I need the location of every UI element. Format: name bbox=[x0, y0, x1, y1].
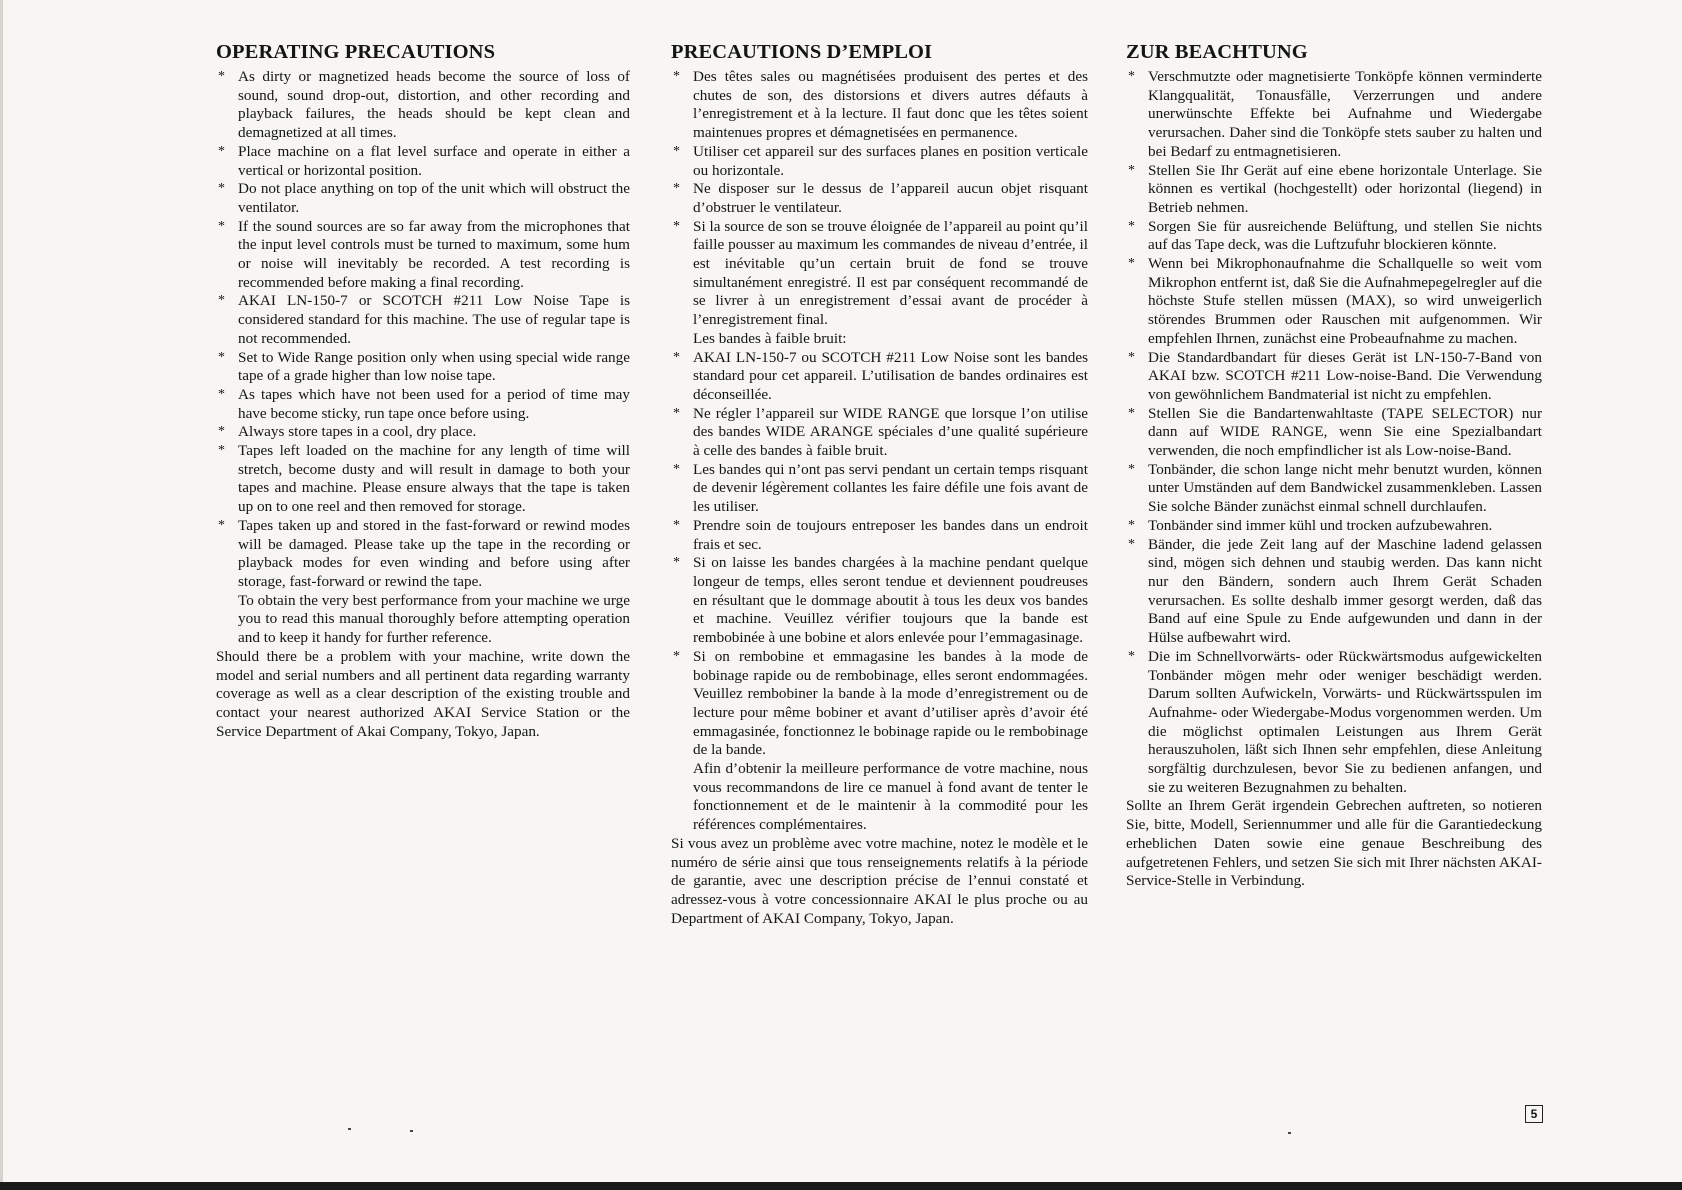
bullet-icon: * bbox=[218, 218, 225, 234]
bullet-icon: * bbox=[673, 555, 680, 571]
list-item: * Do not place anything on top of the unit which will obstruct the ventilator. bbox=[218, 180, 630, 216]
list-item: * If the sound sources are so far away from the microphones that the input level controls must be turned to maximum, some hum or noise will inevitably be recorded. A test recording is recommended before making a final recording. bbox=[218, 217, 630, 291]
french-heading: PRECAUTIONS D’EMPLOI bbox=[671, 41, 933, 63]
bullet-icon: * bbox=[673, 648, 680, 664]
bullet-icon: * bbox=[673, 405, 680, 421]
list-item: * Prendre soin de toujours entreposer les bandes dans un endroit frais et sec. bbox=[673, 516, 1088, 553]
bullet-icon: * bbox=[673, 517, 680, 533]
bullet-icon: * bbox=[1128, 461, 1135, 477]
bullet-icon: * bbox=[1128, 256, 1135, 272]
bullet-icon: * bbox=[1128, 69, 1135, 84]
list-item: * Ne disposer sur le dessus de l’appareil aucun objet risquant d’obstruer le ventilateur. bbox=[673, 180, 1088, 216]
bullet-icon: * bbox=[1128, 218, 1135, 234]
bullet-icon: * bbox=[1128, 349, 1135, 365]
list-item: * Si on laisse les bandes chargées à la machine pendant quelque longeur de temps, elles seront tendue et deviennent poudreuses en résultant que le dommage aboutit à tous les deux vos bandes et machine. Veuillez vérifier toujours que la bande est rembobinée à une bobine et alors enlevée pour l’emmagasinage. bbox=[673, 554, 1088, 647]
list-item: * Tonbänder sind immer kühl und trocken aufzubewahren. bbox=[1128, 516, 1493, 534]
english-heading: OPERATING PRECAUTIONS bbox=[216, 41, 496, 63]
french-closing-indented: Afin d’obtenir la meilleure performance de votre machine, nous vous recommandons de lire ce manuel à fond avant de tenter le fonctionnement et de le maintenir à la commodité pour les références complémentaires. bbox=[693, 760, 1088, 834]
list-item: * As dirty or magnetized heads become the source of loss of sound, sound drop-out, distortion, and other recording and playback failures, the heads should be kept clean and demagnetized at all times. bbox=[218, 68, 630, 142]
bullet-icon: * bbox=[218, 386, 225, 402]
list-item: * Si la source de son se trouve éloignée de l’appareil au point qu’il faille pousser au maximum les commandes de niveau d’entrée, il est inévitable qu’un certain bruit de fond se trouve simultanément enregistré. Il est par conséquent recommandé de se livrer à un enregistrement d’essai avant de procéder à l’enregistrement final. bbox=[673, 217, 1088, 329]
english-closing-indented: To obtain the very best performance from your machine we urge you to read this manual thoroughly before attempting operation and to keep it handy for further reference. bbox=[238, 591, 630, 647]
bullet-icon: * bbox=[218, 517, 225, 533]
list-item: * Die Standardbandart für dieses Gerät ist LN-150-7-Band von AKAI bzw. SCOTCH #211 Low-noise-Band. Die Verwendung von gewöhnlichem Bandmaterial ist nicht zu empfehlen. bbox=[1128, 348, 1542, 403]
german-precaution-list bbox=[1126, 68, 1542, 797]
bullet-icon: * bbox=[673, 181, 680, 197]
list-item: * Les bandes qui n’ont pas servi pendant un certain temps risquant de devenir légèrement collantes les faire défile une fois avant de les utiliser. bbox=[673, 460, 1088, 516]
french-column bbox=[671, 40, 1088, 928]
list-item: * Wenn bei Mikrophonaufnahme die Schallquelle so weit vom Mikrophon entfernt ist, daß Sie die Aufnahmepegelregler auf die höchste Stufe stellen müssen (MAX), so wird unweigerlich störendes Brummen oder Rauschen mit aufgenommen. Wir empfehlen Ihrnen, zunächst eine Probeaufnahme zu machen. bbox=[1128, 255, 1542, 347]
bullet-icon: * bbox=[1128, 405, 1135, 421]
bullet-icon: * bbox=[1128, 162, 1135, 178]
list-item: * Tapes left loaded on the machine for any length of time will stretch, become dusty and will result in damage to both your tapes and machine. Please ensure always that the tape is taken up on to one reel and then removed for storage. bbox=[218, 442, 630, 516]
bullet-icon: * bbox=[673, 143, 680, 159]
list-item: * Verschmutzte oder magnetisierte Tonköpfe können verminderte Klangqualität, Tonausfälle, Verzerrungen und andere unerwünschte Effekte bei Aufnahme und Wiedergabe verursachen. Daher sind die Tonköpfe stets sauber zu halten und bei Bedarf zu entmagnetisieren. bbox=[1128, 68, 1542, 160]
bottom-border-rule bbox=[0, 1182, 1682, 1190]
list-item: * Ne régler l’appareil sur WIDE RANGE que lorsque l’on utilise des bandes WIDE ARANGE spéciales d’une qualité supérieure à celle des bandes à faible bruit. bbox=[673, 404, 1088, 460]
list-item: * Tonbänder, die schon lange nicht mehr benutzt wurden, können unter Umständen auf dem Bandwickel zusammenkleben. Lassen Sie solche Bänder zunächst einmal schnell durchlaufen. bbox=[1128, 460, 1542, 516]
list-item: * Place machine on a flat level surface and operate in either a vertical or horizontal position. bbox=[218, 142, 630, 179]
french-closing-paragraph: Si vous avez un problème avec votre machine, notez le modèle et le numéro de série ainsi que tous renseignements relatifs à la période de garantie, avec une description précise de l’ennui constaté et adressez-vous à votre concessionnaire AKAI le plus proche ou au Department of AKAI Company, Tokyo, Japan. bbox=[671, 834, 1088, 927]
german-heading: ZUR BEACHTUNG bbox=[1126, 41, 1308, 63]
list-item: * As tapes which have not been used for a period of time may have become sticky, run tape once before using. bbox=[218, 385, 630, 422]
page-number: 5 bbox=[1525, 1105, 1543, 1123]
bullet-icon: * bbox=[1128, 517, 1135, 533]
bullet-icon: * bbox=[218, 349, 225, 365]
list-item: * Stellen Sie Ihr Gerät auf eine ebene horizontale Unterlage. Sie können es vertikal (hochgestellt) oder horizontal (liegend) in Betrieb nehmen. bbox=[1128, 161, 1542, 216]
bullet-icon: * bbox=[673, 349, 680, 365]
list-note: Les bandes à faible bruit: bbox=[693, 329, 847, 347]
list-item: * Set to Wide Range position only when using special wide range tape of a grade higher than low noise tape. bbox=[218, 348, 630, 385]
bullet-icon: * bbox=[218, 293, 225, 309]
list-item: * Stellen Sie die Bandartenwahltaste (TAPE SELECTOR) nur dann auf WIDE RANGE, wenn Sie eine Spezialbandart verwenden, die noch empfindlicher ist als Low-noise-Band. bbox=[1128, 404, 1542, 460]
bullet-icon: * bbox=[218, 143, 225, 159]
bullet-icon: * bbox=[1128, 536, 1135, 552]
bullet-icon: * bbox=[673, 69, 680, 84]
list-item: * AKAI LN-150-7 ou SCOTCH #211 Low Noise sont les bandes standard pour cet appareil. L’utilisation de bandes ordinaires est déconseillée. bbox=[673, 348, 1088, 403]
bullet-icon: * bbox=[218, 424, 225, 440]
list-item: * Always store tapes in a cool, dry place. bbox=[218, 423, 477, 441]
print-speck bbox=[1288, 1132, 1291, 1134]
german-closing-paragraph: Sollte an Ihrem Gerät irgendein Gebrechen auftreten, so notieren Sie, bitte, Modell, Seriennummer und alle für die Garantiedeckung erheblichen Daten sowie eine genaue Beschreibung des aufgetretenen Fehlers, und setzen Sie sich mit Ihrer nächsten AKAI-Service-Stelle in Verbindung. bbox=[1126, 797, 1542, 890]
german-column bbox=[1126, 40, 1542, 891]
bullet-icon: * bbox=[673, 218, 680, 234]
list-item: * Si on rembobine et emmagasine les bandes à la mode de bobinage rapide ou de rembobinage, elles seront endommagées. Veuillez rembobiner la bande à la mode d’enregistrement ou de lecture pour même bobiner et avant d’utiliser après d’avoir été emmagasinée, fonctionnez le bobinage rapide ou le rembobinage de la bande. bbox=[673, 647, 1088, 759]
english-closing-paragraph: Should there be a problem with your machine, write down the model and serial numbers and all pertinent data regarding warranty coverage as well as a clear description of the existing trouble and contact your nearest authorized AKAI Service Station or the Service Department of Akai Company, Tokyo, Japan. bbox=[216, 647, 630, 740]
list-item: * Utiliser cet appareil sur des surfaces planes en position verticale ou horizontale. bbox=[673, 142, 1088, 179]
list-item: * Die im Schnellvorwärts- oder Rückwärtsmodus aufgewickelten Tonbänder mögen mehr oder weniger beschädigt werden. Darum sollten Aufwickeln, Vorwärts- und Rückwärtsspulen im Aufnahme- oder Wiedergabe-Modus vorgenommen werden. Um die möglichst optimalen Leistungen aus Ihrem Gerät herauszuholen, läßt sich Ihnen sehr empfehlen, diese Anleitung sorgfältig durchzulesen, bevor Sie zu bedienen anfangen, und sie zu weiteren Bezugnahmen zu behalten. bbox=[1128, 647, 1542, 796]
print-speck bbox=[410, 1130, 413, 1132]
bullet-icon: * bbox=[218, 69, 225, 84]
list-item: * AKAI LN-150-7 or SCOTCH #211 Low Noise Tape is considered standard for this machine. The use of regular tape is not recommended. bbox=[218, 292, 630, 347]
print-speck bbox=[348, 1128, 351, 1130]
bullet-icon: * bbox=[218, 181, 225, 197]
english-column bbox=[216, 40, 630, 741]
list-item: * Des têtes sales ou magnétisées produisent des pertes et des chutes de son, des distorsions et divers autres défauts à l’enregistrement et à la lecture. Il faut donc que les têtes soient maintenues propres et démagnetisées en permanence. bbox=[673, 68, 1088, 142]
english-precaution-list bbox=[216, 68, 630, 592]
list-item: * Sorgen Sie für ausreichende Belüftung, und stellen Sie nichts auf das Tape deck, was die Luftzufuhr blockieren könnte. bbox=[1128, 217, 1542, 254]
bullet-icon: * bbox=[218, 443, 225, 459]
bullet-icon: * bbox=[673, 461, 680, 477]
page-edge-shadow bbox=[0, 0, 3, 1182]
bullet-icon: * bbox=[1128, 648, 1135, 664]
list-item: * Tapes taken up and stored in the fast-forward or rewind modes will be damaged. Please take up the tape in the recording or playback modes for even winding and before using after storage, fast-forward or rewind the tape. bbox=[218, 516, 630, 590]
french-precaution-list bbox=[671, 68, 1088, 760]
list-item: * Bänder, die jede Zeit lang auf der Maschine ladend gelassen sind, mögen sich dehnen und staubig werden. Das kann nicht nur den Bändern, sondern auch Ihrem Gerät Schaden verursachen. Es sollte deshalb immer gesorgt werden, daß das Band auf eine Spule zu Ende aufgewunden und dann in der Hülse aufbewahrt wird. bbox=[1128, 535, 1542, 647]
